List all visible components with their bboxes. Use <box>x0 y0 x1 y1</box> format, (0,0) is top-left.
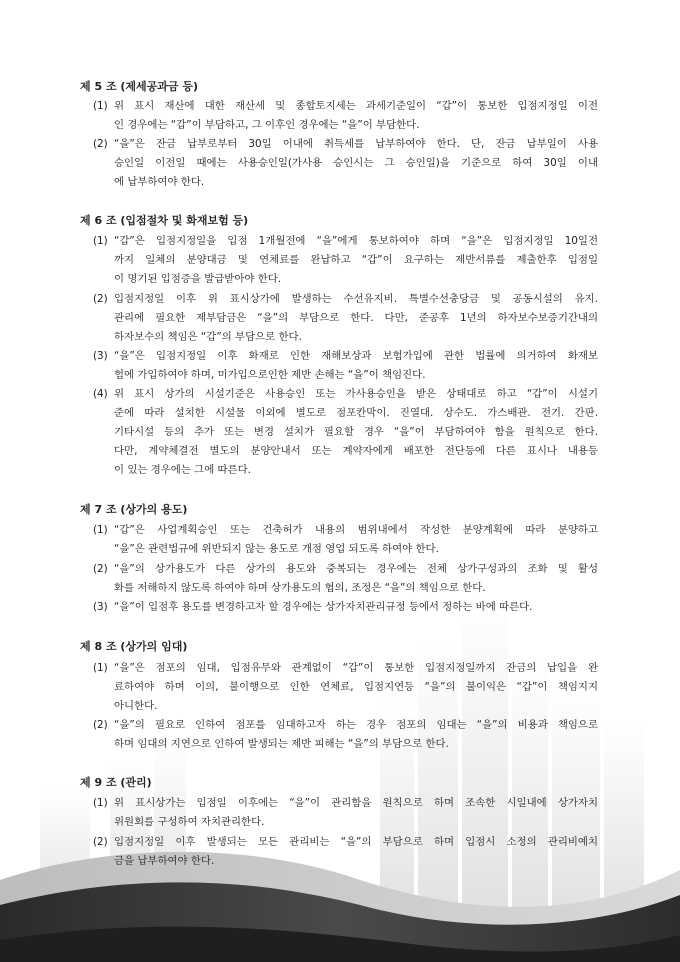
clause-text-line: “을”의 필요로 인하여 점포를 임대하고자 하는 경우 점포의 임대는 “을”의 비용과 책임으로 <box>114 719 598 731</box>
clause-text-line: 위원회를 구성하여 자치관리한다. <box>114 816 265 828</box>
clause-number: (1) <box>93 797 108 809</box>
clause-text-line: 하자보수의 책임은 “갑”의 부담으로 한다. <box>114 331 302 343</box>
clause-text-line: “을”은 관련법규에 위반되지 않는 용도로 개점 영업 되도록 하여야 한다. <box>114 543 439 555</box>
clause-text-line: “갑”은 입점지정일을 입점 1개월전에 “을”에게 통보하여야 하며 “을”은 입점지정일 10일전 <box>114 235 598 247</box>
clause-number: (3) <box>93 350 108 362</box>
clause-text-line: “을”은 입점지정일 이후 화재로 인한 재해보상과 보험가입에 관한 법률에 의거하여 화재보 <box>114 350 598 362</box>
clause-text-line: 입점지정일 이후 발생되는 모든 관리비는 “을”의 부담으로 하며 입점시 소정의 관리비예치 <box>114 836 598 848</box>
clause-number: (2) <box>93 138 108 150</box>
clause-text-line: “갑”은 사업계획승인 또는 건축허가 내용의 범위내에서 작성한 분양계획에 따라 분양하고 <box>114 524 598 536</box>
clause-text-line: 입점지정일 이후 위 표시상가에 발생하는 수선유지비. 특별수선충당금 및 공동시설의 유지. <box>114 293 598 305</box>
clause-number: (2) <box>93 563 108 575</box>
article-title: 제 6 조 (입점절차 및 화재보험 등) <box>80 214 249 227</box>
clause-number: (1) <box>93 662 108 674</box>
clause-text-line: 아니한다. <box>114 700 158 712</box>
clause-text-line: 기타시설 등의 추가 또는 변경 설치가 필요할 경우 “을”이 부담하여야 함을 원칙으로 한다. <box>114 426 598 438</box>
clause-text-line: 험에 가입하여야 하며, 미가입으로인한 제반 손해는 “을”이 책임진다. <box>114 369 426 381</box>
clause-text-line: 준에 따라 설치한 시설물 이외에 별도로 점포칸막이. 진열대. 상수도. 가스배관. 전기. 간판. <box>114 407 598 419</box>
clause-number: (2) <box>93 719 108 731</box>
article-title: 제 9 조 (관리) <box>80 776 152 789</box>
clause-text-line: 위 표시 재산에 대한 재산세 및 종합토지세는 과세기준일이 “갑”이 통보한 입점지정일 이전 <box>114 100 598 112</box>
clause-number: (1) <box>93 524 108 536</box>
clause-text-line: “을”이 입점후 용도를 변경하고자 할 경우에는 상가자치관리규정 등에서 정하는 바에 따른다. <box>114 601 533 613</box>
clause-number: (1) <box>93 235 108 247</box>
clause-text-line: 이 명기된 입점증을 발급받아야 한다. <box>114 273 282 285</box>
clause-text-line: 화를 저해하지 않도록 하여야 하며 상가용도의 협의, 조정은 “을”의 책임으로 한다. <box>114 582 486 594</box>
clause-text-line: 금을 납부하여야 한다. <box>114 855 215 867</box>
clause-text-line: 하며 임대의 지연으로 인하여 발생되는 제반 피해는 “을”의 부담으로 한다. <box>114 738 449 750</box>
clause-text-line: 에 납부하여야 한다. <box>114 176 205 188</box>
article-title: 제 5 조 (제세공과금 등) <box>80 80 199 93</box>
clause-text-line: “을”은 점포의 임대, 입점유무와 관계없이 “갑”이 통보한 입점지정일까지 잔금의 납입을 완 <box>114 662 598 674</box>
clause-text-line: 료하여야 하며 이의, 불이행으로 인한 연체료, 입점지연등 “을”의 불이익은 “갑”이 책임지지 <box>114 681 598 693</box>
article-title: 제 8 조 (상가의 임대) <box>80 640 188 653</box>
clause-text-line: 까지 일체의 분양대금 및 연체료를 완납하고 “갑”이 요구하는 제반서류를 제출한후 입점일 <box>114 254 598 266</box>
clause-text-line: “을”은 잔금 납부로부터 30일 이내에 취득세를 납부하여야 한다. 단, 잔금 납부일이 사용 <box>114 138 598 150</box>
clause-text-line: 관리에 필요한 제부담금은 “을”의 부담으로 한다. 다만, 준공후 1년의 하자보수보증기간내의 <box>114 312 598 324</box>
clause-text-line: 위 표시상가는 입점일 이후에는 “을”이 관리함을 원칙으로 하며 조속한 시일내에 상가자치 <box>114 797 598 809</box>
clause-text-line: 승인일 이전일 때에는 사용승인일(가사용 승인시는 그 승인일)을 기준으로 하여 30일 이내 <box>114 157 598 169</box>
clause-text-line: 이 있는 경우에는 그에 따른다. <box>114 464 251 476</box>
clause-text-line: 다만, 계약체결전 별도의 분양안내서 또는 계약자에게 배포한 전단등에 다른 표시나 내용등 <box>114 445 598 457</box>
clause-text-line: 인 경우에는 “갑”이 부담하고, 그 이후인 경우에는 “을”이 부담한다. <box>114 119 420 131</box>
clause-number: (4) <box>93 388 108 400</box>
clause-number: (1) <box>93 100 108 112</box>
clause-number: (3) <box>93 601 108 613</box>
clause-text-line: 위 표시 상가의 시설기준은 사용승인 또는 가사용승인을 받은 상태대로 하고 “갑”이 시설기 <box>114 388 598 400</box>
article-title: 제 7 조 (상가의 용도) <box>80 503 188 516</box>
clause-number: (2) <box>93 293 108 305</box>
clause-text-line: “을”의 상가용도가 다른 상가의 용도와 중복되는 경우에는 전체 상가구성과의 조화 및 활성 <box>114 563 598 575</box>
clause-number: (2) <box>93 836 108 848</box>
